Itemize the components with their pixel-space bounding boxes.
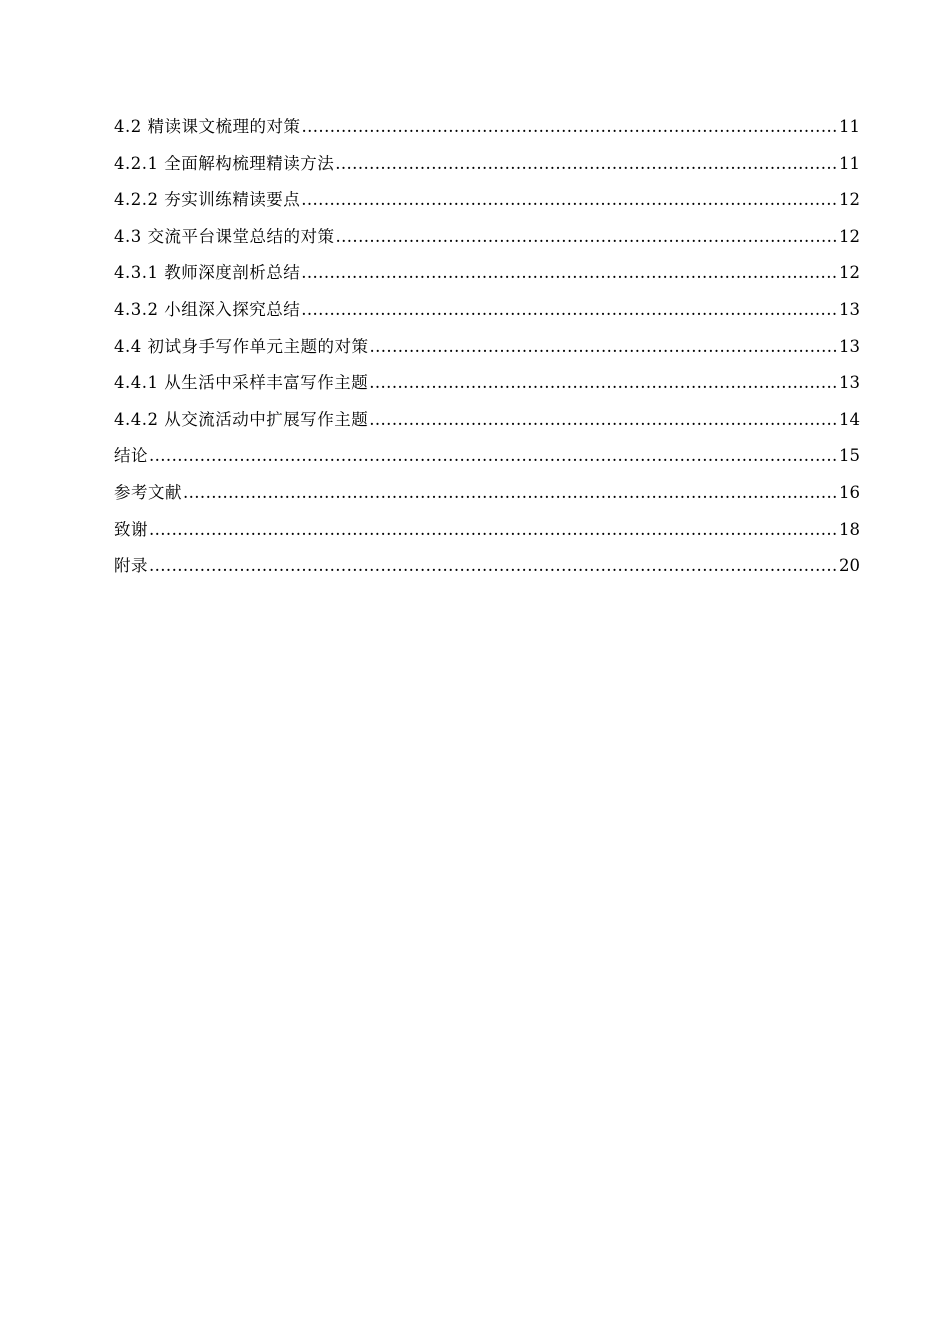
toc-entry-page: 11 <box>839 117 860 136</box>
toc-entry[interactable] <box>114 149 860 186</box>
toc-leader-dots <box>183 478 838 508</box>
toc-entry[interactable] <box>114 551 860 588</box>
toc-entry-title: 4.4.1 从生活中采样丰富写作主题 <box>114 373 369 393</box>
toc-entry[interactable] <box>114 478 860 515</box>
toc-entry[interactable] <box>114 441 860 478</box>
toc-entry[interactable] <box>114 515 860 552</box>
toc-entry[interactable] <box>114 332 860 369</box>
toc-entry[interactable] <box>114 405 860 442</box>
toc-entry-title: 4.4 初试身手写作单元主题的对策 <box>114 336 369 356</box>
toc-entry-title: 4.2 精读课文梳理的对策 <box>114 117 301 136</box>
toc-entry-page: 13 <box>839 299 860 319</box>
toc-entry-page: 16 <box>839 482 860 502</box>
toc-entry-page: 11 <box>839 153 860 173</box>
toc-leader-dots <box>301 295 838 325</box>
toc-entry[interactable] <box>114 112 860 149</box>
toc-leader-dots <box>301 258 838 288</box>
toc-entry-title: 4.2.2 夯实训练精读要点 <box>114 190 301 210</box>
toc-entry-title: 4.4.2 从交流活动中扩展写作主题 <box>114 409 369 429</box>
toc-entry-title: 4.3.2 小组深入探究总结 <box>114 299 301 319</box>
toc-entry-title: 4.3 交流平台课堂总结的对策 <box>114 226 335 246</box>
toc-entry-page: 13 <box>839 336 860 356</box>
toc-leader-dots <box>149 441 838 471</box>
toc-entry[interactable] <box>114 295 860 332</box>
toc-entry-page: 18 <box>839 519 860 539</box>
toc-entry-title: 结论 <box>114 446 148 466</box>
toc-entry-page: 14 <box>839 409 860 429</box>
toc-leader-dots <box>335 149 838 179</box>
toc-entry[interactable] <box>114 222 860 259</box>
toc-entry[interactable] <box>114 258 860 295</box>
toc-leader-dots <box>369 405 838 435</box>
toc-leader-dots <box>149 551 838 581</box>
toc-leader-dots <box>336 222 839 252</box>
toc-entry[interactable] <box>114 185 860 222</box>
toc-entry-title: 致谢 <box>114 519 148 539</box>
toc-entry-page: 12 <box>839 190 860 210</box>
toc-entry-page: 15 <box>839 446 860 466</box>
toc-leader-dots <box>302 112 839 142</box>
toc-entry-page: 12 <box>839 226 860 246</box>
toc-leader-dots <box>369 368 838 398</box>
toc-entry-title: 4.2.1 全面解构梳理精读方法 <box>114 153 335 173</box>
table-of-contents <box>114 112 860 588</box>
toc-entry-page: 12 <box>839 263 860 283</box>
toc-leader-dots <box>149 515 838 545</box>
toc-entry-title: 附录 <box>114 556 148 576</box>
toc-entry-page: 20 <box>839 556 860 576</box>
toc-entry-title: 4.3.1 教师深度剖析总结 <box>114 263 301 283</box>
toc-leader-dots <box>301 185 838 215</box>
toc-entry-title: 参考文献 <box>114 482 182 502</box>
toc-leader-dots <box>370 332 839 362</box>
toc-entry-page: 13 <box>839 373 860 393</box>
toc-entry[interactable] <box>114 368 860 405</box>
